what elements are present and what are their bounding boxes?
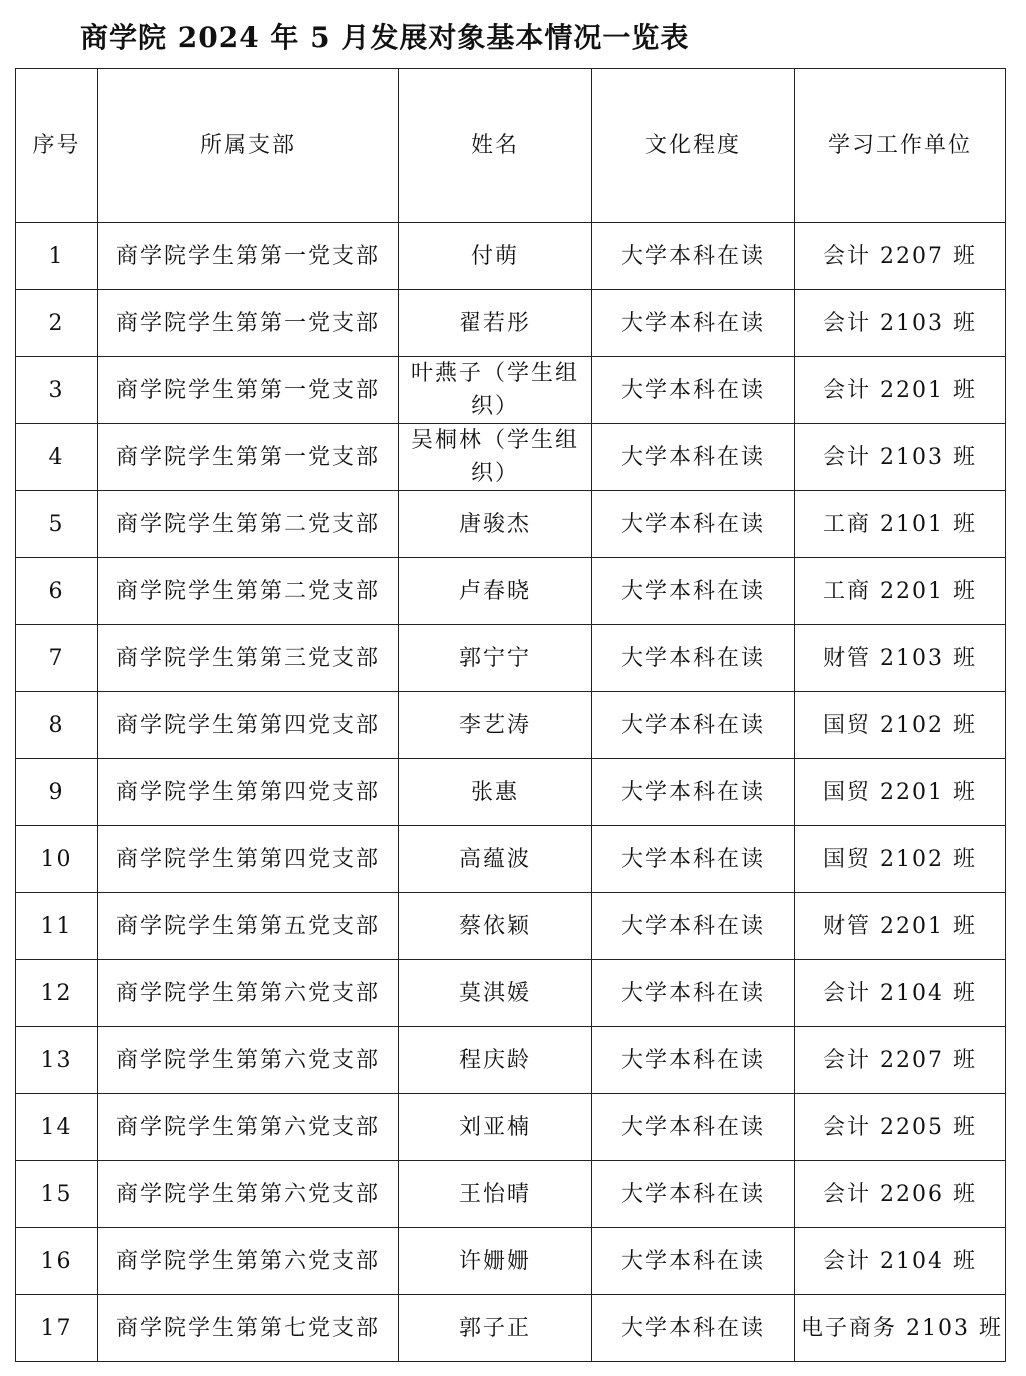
cell-name: 莫淇媛	[399, 960, 592, 1027]
cell-name: 唐骏杰	[399, 491, 592, 558]
cell-index: 10	[16, 826, 98, 893]
header-education: 文化程度	[592, 69, 795, 223]
cell-unit: 电子商务 2103 班	[795, 1295, 1006, 1362]
cell-education: 大学本科在读	[592, 1228, 795, 1295]
cell-name: 李艺涛	[399, 692, 592, 759]
cell-name: 张惠	[399, 759, 592, 826]
cell-branch: 商学院学生第第一党支部	[98, 424, 399, 491]
cell-index: 3	[16, 357, 98, 424]
cell-index: 15	[16, 1161, 98, 1228]
cell-index: 2	[16, 290, 98, 357]
table-row	[16, 893, 1006, 960]
cell-index: 6	[16, 558, 98, 625]
cell-branch: 商学院学生第第三党支部	[98, 625, 399, 692]
cell-branch: 商学院学生第第六党支部	[98, 1161, 399, 1228]
cell-name: 吴桐林（学生组织）	[399, 424, 592, 491]
table-row	[16, 1094, 1006, 1161]
table-row	[16, 960, 1006, 1027]
table-row	[16, 357, 1006, 424]
table-row	[16, 424, 1006, 491]
cell-name: 付萌	[399, 223, 592, 290]
cell-unit: 国贸 2102 班	[795, 692, 1006, 759]
cell-branch: 商学院学生第第六党支部	[98, 1228, 399, 1295]
cell-name: 郭子正	[399, 1295, 592, 1362]
cell-branch: 商学院学生第第二党支部	[98, 491, 399, 558]
cell-index: 7	[16, 625, 98, 692]
cell-name: 刘亚楠	[399, 1094, 592, 1161]
cell-index: 8	[16, 692, 98, 759]
cell-education: 大学本科在读	[592, 223, 795, 290]
cell-branch: 商学院学生第第五党支部	[98, 893, 399, 960]
cell-education: 大学本科在读	[592, 290, 795, 357]
table-row	[16, 1295, 1006, 1362]
cell-unit: 财管 2103 班	[795, 625, 1006, 692]
table-row	[16, 826, 1006, 893]
cell-branch: 商学院学生第第六党支部	[98, 960, 399, 1027]
cell-index: 4	[16, 424, 98, 491]
cell-unit: 工商 2201 班	[795, 558, 1006, 625]
cell-unit: 国贸 2102 班	[795, 826, 1006, 893]
header-unit: 学习工作单位	[795, 69, 1006, 223]
cell-branch: 商学院学生第第六党支部	[98, 1094, 399, 1161]
header-name: 姓名	[399, 69, 592, 223]
table-header-row	[16, 69, 1006, 223]
cell-education: 大学本科在读	[592, 558, 795, 625]
cell-index: 13	[16, 1027, 98, 1094]
cell-branch: 商学院学生第第二党支部	[98, 558, 399, 625]
cell-education: 大学本科在读	[592, 357, 795, 424]
cell-unit: 财管 2201 班	[795, 893, 1006, 960]
cell-education: 大学本科在读	[592, 826, 795, 893]
cell-education: 大学本科在读	[592, 1161, 795, 1228]
cell-education: 大学本科在读	[592, 1027, 795, 1094]
cell-index: 16	[16, 1228, 98, 1295]
cell-branch: 商学院学生第第七党支部	[98, 1295, 399, 1362]
cell-unit: 会计 2103 班	[795, 290, 1006, 357]
header-index: 序号	[16, 69, 98, 223]
cell-education: 大学本科在读	[592, 692, 795, 759]
cell-name: 郭宁宁	[399, 625, 592, 692]
development-candidates-table	[15, 68, 1006, 1362]
cell-name: 卢春晓	[399, 558, 592, 625]
table-row	[16, 1027, 1006, 1094]
cell-name: 蔡依颖	[399, 893, 592, 960]
cell-name: 许姗姗	[399, 1228, 592, 1295]
cell-branch: 商学院学生第第一党支部	[98, 223, 399, 290]
cell-index: 5	[16, 491, 98, 558]
cell-name: 高蕴波	[399, 826, 592, 893]
cell-index: 9	[16, 759, 98, 826]
cell-education: 大学本科在读	[592, 491, 795, 558]
cell-unit: 会计 2206 班	[795, 1161, 1006, 1228]
cell-name: 翟若彤	[399, 290, 592, 357]
cell-unit: 会计 2103 班	[795, 424, 1006, 491]
cell-unit: 会计 2207 班	[795, 223, 1006, 290]
cell-index: 12	[16, 960, 98, 1027]
cell-unit: 会计 2104 班	[795, 960, 1006, 1027]
cell-name: 王怡晴	[399, 1161, 592, 1228]
cell-unit: 会计 2201 班	[795, 357, 1006, 424]
cell-unit: 国贸 2201 班	[795, 759, 1006, 826]
cell-branch: 商学院学生第第一党支部	[98, 290, 399, 357]
cell-branch: 商学院学生第第四党支部	[98, 759, 399, 826]
cell-branch: 商学院学生第第四党支部	[98, 692, 399, 759]
table-row	[16, 1161, 1006, 1228]
table-row	[16, 625, 1006, 692]
table-row	[16, 692, 1006, 759]
cell-education: 大学本科在读	[592, 625, 795, 692]
cell-unit: 会计 2104 班	[795, 1228, 1006, 1295]
cell-branch: 商学院学生第第六党支部	[98, 1027, 399, 1094]
header-branch: 所属支部	[98, 69, 399, 223]
cell-education: 大学本科在读	[592, 759, 795, 826]
cell-unit: 会计 2205 班	[795, 1094, 1006, 1161]
table-row	[16, 491, 1006, 558]
table-row	[16, 558, 1006, 625]
cell-index: 1	[16, 223, 98, 290]
cell-branch: 商学院学生第第四党支部	[98, 826, 399, 893]
cell-education: 大学本科在读	[592, 893, 795, 960]
cell-education: 大学本科在读	[592, 960, 795, 1027]
table-row	[16, 1228, 1006, 1295]
cell-education: 大学本科在读	[592, 424, 795, 491]
cell-index: 11	[16, 893, 98, 960]
table-row	[16, 759, 1006, 826]
cell-index: 14	[16, 1094, 98, 1161]
cell-name: 程庆龄	[399, 1027, 592, 1094]
cell-branch: 商学院学生第第一党支部	[98, 357, 399, 424]
cell-education: 大学本科在读	[592, 1295, 795, 1362]
cell-index: 17	[16, 1295, 98, 1362]
table-row	[16, 223, 1006, 290]
page-title: 商学院 2024 年 5 月发展对象基本情况一览表	[80, 21, 690, 54]
table-row	[16, 290, 1006, 357]
cell-name: 叶燕子（学生组织）	[399, 357, 592, 424]
cell-unit: 会计 2207 班	[795, 1027, 1006, 1094]
cell-education: 大学本科在读	[592, 1094, 795, 1161]
cell-unit: 工商 2101 班	[795, 491, 1006, 558]
